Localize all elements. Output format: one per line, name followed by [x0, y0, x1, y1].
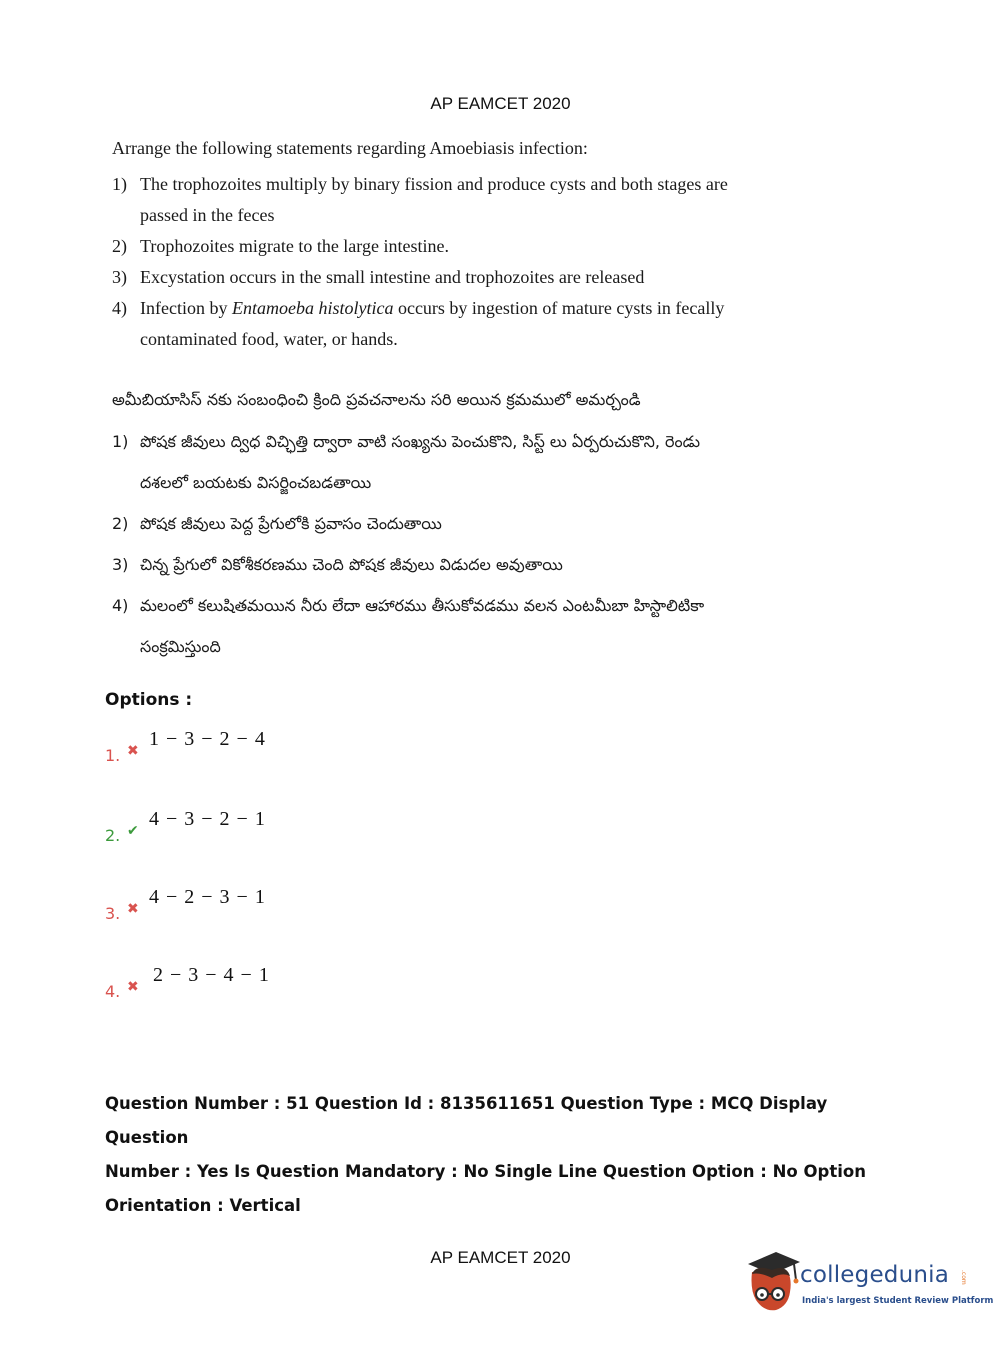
statement-number: 4) [112, 298, 127, 318]
telugu-statement-3 [112, 544, 752, 585]
collegedunia-logo [742, 1250, 994, 1320]
option-text: 2 − 3 − 4 − 1 [153, 964, 270, 986]
telugu-statement-2 [112, 503, 752, 544]
check-icon: ✔ [127, 822, 139, 838]
meta-line-2: Number : Yes Is Question Mandatory : No Single Line Question Option : No Option [105, 1162, 866, 1181]
option-number: 3. [105, 904, 121, 923]
question-telugu [112, 390, 752, 667]
option-text: 1 − 3 − 2 − 4 [149, 728, 266, 750]
statement-text: మలంలో కలుషితమయిన నీరు లేదా ఆహారము తీసుకోవడము వలన ఎంటమీబా హిస్టాలిటికా సంక్రమిస్తుంది [140, 596, 705, 656]
logo-suffix: .com [960, 1270, 967, 1285]
page-header: AP EAMCET 2020 [430, 94, 571, 113]
question-intro: Arrange the following statements regarding Amoebiasis infection: [112, 138, 588, 158]
option-text: 4 − 3 − 2 − 1 [149, 808, 266, 830]
question-meta [105, 1087, 885, 1223]
question-english [112, 138, 752, 355]
statement-number: 1) [112, 432, 129, 451]
statement-text: The trophozoites multiply by binary fission and produce cysts and both stages are passed in the feces [140, 174, 728, 225]
option-text: 4 − 2 − 3 − 1 [149, 886, 266, 908]
statement-number: 2) [112, 236, 127, 256]
statement-number: 2) [112, 514, 129, 533]
statement-number: 4) [112, 596, 129, 615]
statement-2 [112, 231, 752, 262]
statement-number: 3) [112, 555, 129, 574]
options-label: Options : [105, 690, 193, 710]
option-number: 4. [105, 982, 121, 1001]
meta-line-1: Question Number : 51 Question Id : 8135611651 Question Type : MCQ Display Question [105, 1094, 828, 1147]
cross-icon: ✖ [127, 900, 139, 916]
cross-icon: ✖ [127, 742, 139, 758]
statement-number: 1) [112, 174, 127, 194]
telugu-statement-4 [112, 585, 752, 667]
statement-1 [112, 169, 752, 231]
statement-text: Excystation occurs in the small intestine and trophozoites are released [140, 267, 645, 287]
statement-4 [112, 293, 752, 355]
statement-text: పోషక జీవులు ద్విధ విచ్ఛిత్తి ద్వారా వాటి సంఖ్యను పెంచుకొని, సిస్ట్ లు ఏర్పరుచుకొని, రెండు దశలలో బయటకు విసర్జించబడతాయి [140, 432, 700, 492]
statement-text [140, 293, 752, 355]
statement-text: పోషక జీవులు పెద్ద ప్రేగులోకి ప్రవాసం చెందుతాయి [140, 514, 442, 533]
statement-3 [112, 262, 752, 293]
species-name: Entamoeba histolytica [231, 298, 394, 318]
mascot-icon [742, 1250, 802, 1318]
statement-text-before: Infection by [140, 298, 232, 318]
statement-text: చిన్న ప్రేగులో వికోశీకరణము చెంది పోషక జీవులు విడుదల అవుతాయి [140, 555, 563, 574]
option-number: 1. [105, 746, 121, 765]
statement-text: Trophozoites migrate to the large intestine. [140, 236, 449, 256]
telugu-statement-1 [112, 421, 752, 503]
logo-brand: collegedunia [800, 1262, 950, 1288]
meta-line-3: Orientation : Vertical [105, 1196, 301, 1215]
cross-icon: ✖ [127, 978, 139, 994]
logo-tagline: India's largest Student Review Platform [802, 1296, 994, 1306]
option-number: 2. [105, 826, 121, 845]
page-footer: AP EAMCET 2020 [430, 1248, 571, 1267]
statement-number: 3) [112, 267, 127, 287]
telugu-intro: అమీబియాసిస్ నకు సంబంధించి క్రింది ప్రవచనాలను సరి అయిన క్రమములో అమర్చండి [112, 390, 641, 409]
statement-text-after: occurs by ingestion of mature cysts in fecally contaminated food, water, or hands. [140, 298, 725, 349]
